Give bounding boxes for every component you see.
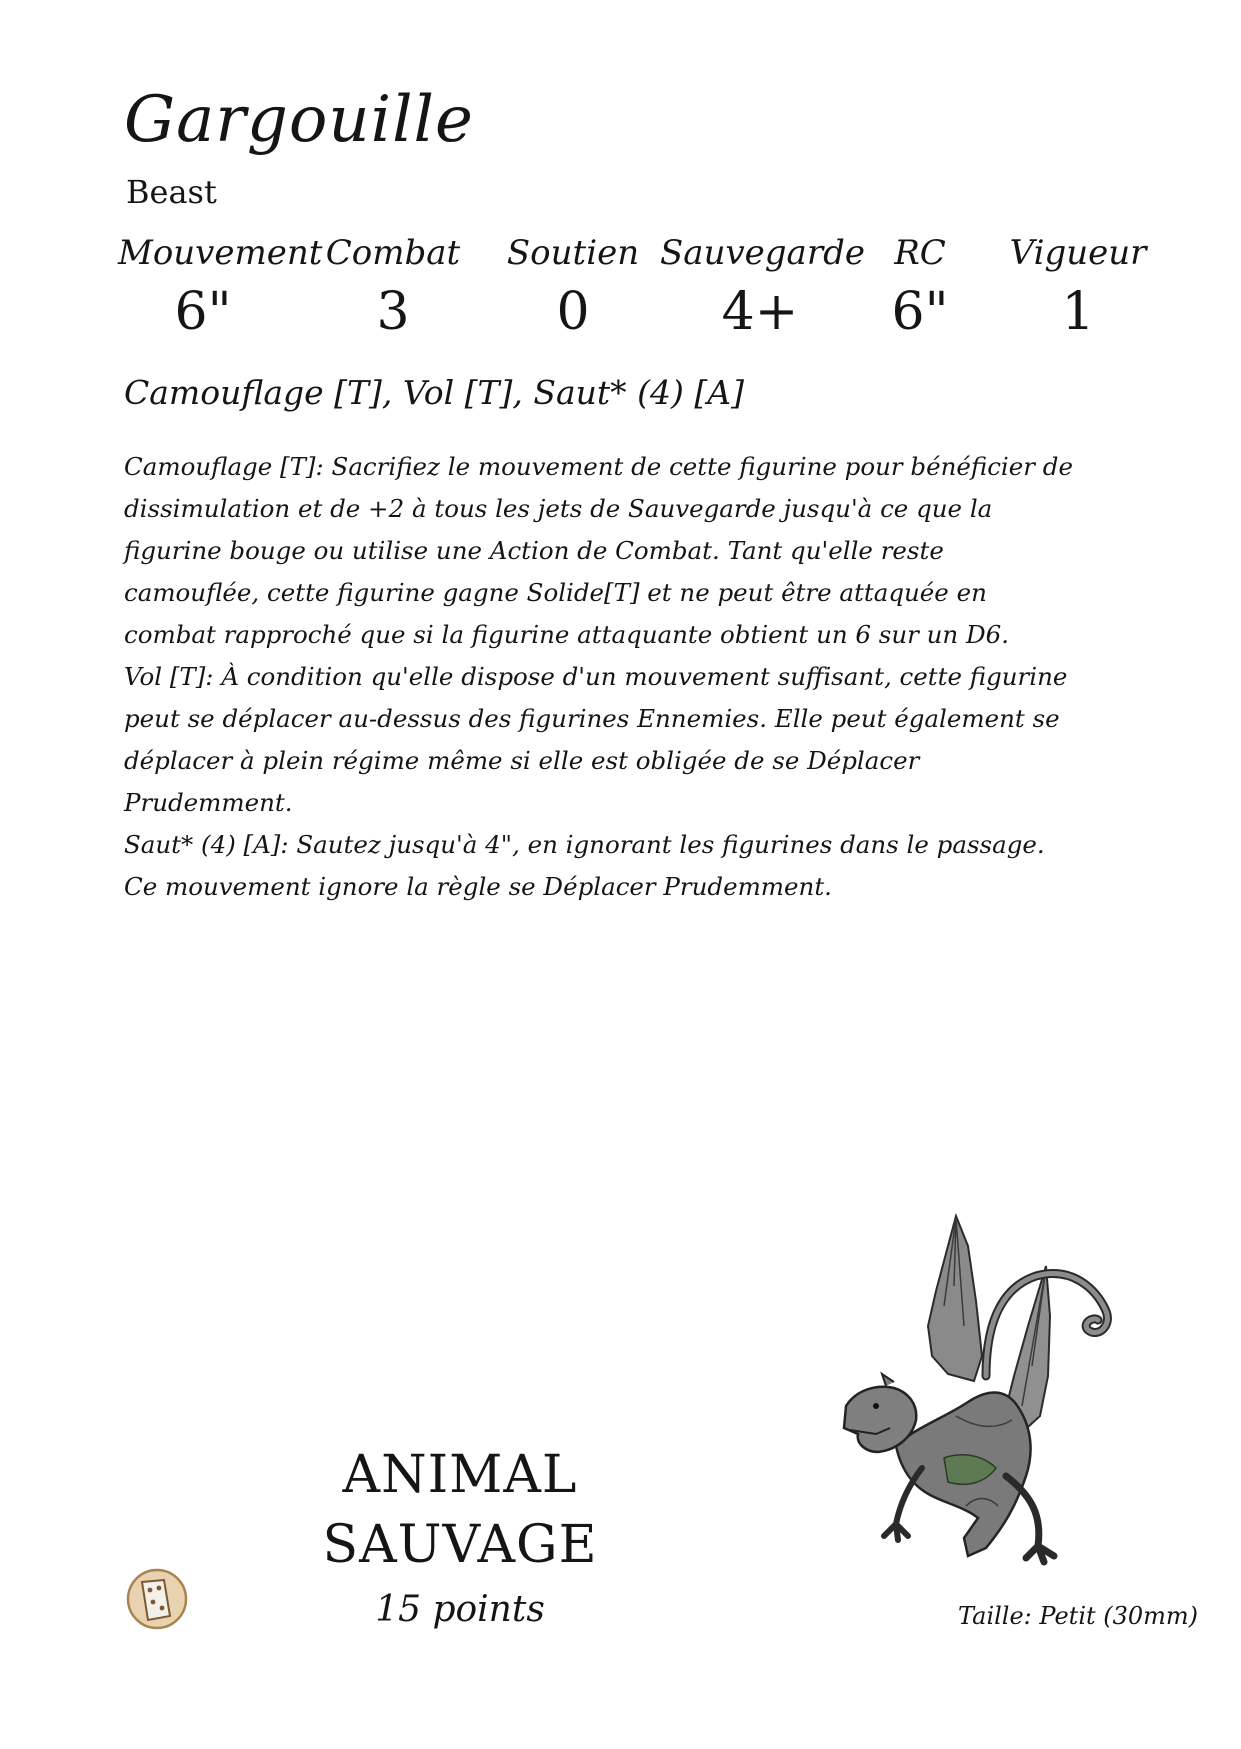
stat-value: 3: [376, 282, 410, 342]
stat-label: Sauvegarde: [660, 233, 865, 273]
category-line: ANIMAL: [342, 1445, 578, 1505]
stat-value: 1: [1061, 282, 1095, 342]
ability-camouflage: [124, 446, 1084, 656]
stat-row: [118, 233, 1158, 346]
stat-value: 6": [891, 282, 949, 342]
stat-rc: [860, 233, 980, 342]
category-label: [270, 1440, 650, 1580]
ability-vol: [124, 656, 1084, 824]
stat-value: 0: [556, 282, 590, 342]
ability-name: Vol [T]:: [124, 662, 214, 691]
ability-text: À condition qu'elle dispose d'un mouvement suffisant, cette figurine peut se déplacer au-dessus des figurines Ennemies. Elle peut également se déplacer à plein régime même si elle est obligée de se Déplacer Prudemment.: [124, 662, 1068, 817]
ability-text: Sautez jusqu'à 4", en ignorant les figurines dans le passage. Ce mouvement ignore la règle se Déplacer Prudemment.: [124, 830, 1045, 901]
stat-value: 4+: [721, 282, 799, 342]
ability-name: Camouflage [T]:: [124, 452, 324, 481]
size-label: Taille: Petit (30mm): [958, 1602, 1199, 1630]
ability-name: Saut* (4) [A]:: [124, 830, 289, 859]
unit-type: Beast: [126, 173, 217, 211]
stat-mouvement: [118, 233, 323, 342]
stat-value: 6": [174, 282, 232, 342]
stat-label: Vigueur: [1009, 233, 1147, 273]
stat-label: RC: [894, 233, 946, 273]
ability-saut: [124, 824, 1084, 908]
stat-combat: [318, 233, 468, 342]
category-line: SAUVAGE: [322, 1515, 598, 1575]
points-cost: 15 points: [375, 1589, 545, 1630]
dice-logo-icon: [126, 1568, 188, 1630]
gargoyle-illustration: [836, 1206, 1136, 1586]
stat-label: Combat: [325, 233, 461, 273]
stat-label: Mouvement: [118, 233, 323, 273]
abilities-summary: Camouflage [T], Vol [T], Saut* (4) [A]: [124, 373, 744, 412]
ability-text: Sacrifiez le mouvement de cette figurine pour bénéficier de dissimulation et de +2 à tous les jets de Sauvegarde jusqu'à ce que la figurine bouge ou utilise une Action de Combat. Tant qu'elle reste camouflée, cette figurine gagne Solide[T] et ne peut être attaquée en combat rapproché que si la figurine attaquante obtient un 6 sur un D6.: [124, 452, 1073, 649]
unit-title: Gargouille: [124, 83, 474, 157]
stat-label: Soutien: [506, 233, 640, 273]
stat-vigueur: [1003, 233, 1153, 342]
abilities-description: [124, 446, 1084, 908]
stat-soutien: [493, 233, 653, 342]
stat-sauvegarde: [660, 233, 865, 342]
